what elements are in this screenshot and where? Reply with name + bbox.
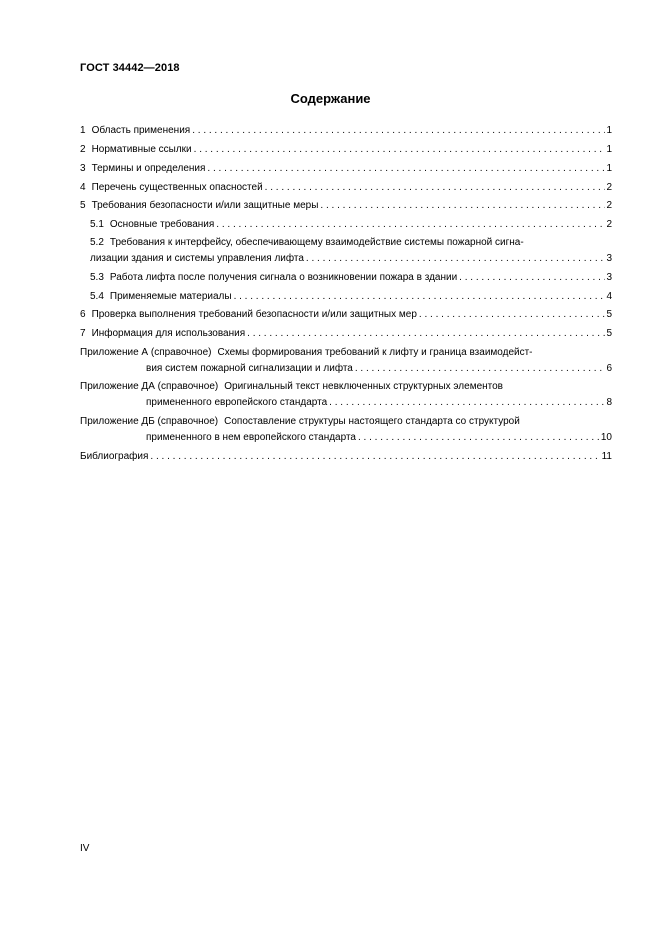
toc-leader-dots	[306, 253, 606, 265]
toc-entry-5-4[interactable]	[90, 291, 612, 303]
toc-entry-title: Применяемые материалы	[109, 291, 232, 302]
toc-leader-dots	[419, 309, 606, 321]
toc-entry-title: Нормативные ссылки	[91, 144, 192, 155]
toc-entry-title: Основные требования	[109, 219, 215, 230]
toc-leader-dots	[150, 451, 600, 463]
toc-entry-page: 1	[606, 144, 612, 155]
toc-entry-number: 5.1	[90, 219, 104, 230]
toc-entry-5-1[interactable]	[90, 219, 612, 231]
toc-appendix-da-first-line[interactable]	[80, 381, 503, 393]
toc-entry-number: 4	[80, 182, 86, 193]
toc-entry-5[interactable]	[80, 200, 612, 212]
toc-entry-page: 6	[606, 363, 612, 374]
toc-entry-7[interactable]	[80, 328, 612, 340]
toc-entry-1[interactable]	[80, 125, 612, 137]
toc-entry-page: 2	[606, 182, 612, 193]
toc-leader-dots	[234, 291, 606, 303]
toc-entry-5-3[interactable]	[90, 272, 612, 284]
toc-entry-page: 5	[606, 328, 612, 339]
toc-appendix-label: Приложение А (справочное)	[80, 347, 212, 358]
toc-entry-bibliography[interactable]	[80, 451, 612, 463]
toc-entry-page: 10	[600, 432, 612, 443]
toc-entry-number: 5.3	[90, 272, 104, 283]
toc-entry-5-2-first-line[interactable]	[90, 237, 524, 249]
toc-entry-title: Информация для использования	[91, 328, 246, 339]
toc-entry-title-line2: вия систем пожарной сигнализации и лифта	[146, 363, 353, 374]
toc-leader-dots	[192, 125, 605, 137]
toc-entry-number: 5	[80, 200, 86, 211]
toc-entry-number: 7	[80, 328, 86, 339]
toc-entry-2[interactable]	[80, 144, 612, 156]
toc-entry-page: 4	[606, 291, 612, 302]
toc-entry-6[interactable]	[80, 309, 612, 321]
toc-entry-page: 11	[601, 451, 612, 462]
toc-leader-dots	[265, 182, 606, 194]
toc-entry-number: 6	[80, 309, 86, 320]
page-number: IV	[80, 843, 90, 854]
toc-entry-title-line1: Схемы формирования требований к лифту и граница взаимодейст-	[217, 347, 533, 358]
toc-appendix-da[interactable]	[146, 397, 612, 409]
toc-leader-dots	[216, 219, 605, 231]
toc-entry-title: Проверка выполнения требований безопасности и/или защитных мер	[91, 309, 417, 320]
document-code: ГОСТ 34442—2018	[80, 62, 180, 74]
toc-entry-page: 1	[606, 163, 612, 174]
toc-entry-5-2[interactable]	[90, 253, 612, 265]
toc-entry-title-line2: примененного европейского стандарта	[146, 397, 328, 408]
toc-leader-dots	[329, 397, 605, 409]
toc-entry-title-line1: Сопоставление структуры настоящего стандарта со структурой	[224, 416, 520, 427]
toc-entry-title: Работа лифта после получения сигнала о возникновении пожара в здании	[109, 272, 458, 283]
toc-entry-number: 5.2	[90, 237, 104, 248]
toc-entry-number: 2	[80, 144, 86, 155]
toc-entry-page: 2	[606, 219, 612, 230]
toc-leader-dots	[247, 328, 605, 340]
toc-entry-title-line2: примененного в нем европейского стандарта	[146, 432, 356, 443]
toc-entry-page: 2	[606, 200, 612, 211]
toc-entry-title: Область применения	[91, 125, 191, 136]
toc-entry-title-line2: лизации здания и системы управления лифта	[90, 253, 304, 264]
toc-leader-dots	[207, 163, 605, 175]
toc-entry-page: 3	[606, 253, 612, 264]
toc-appendix-label: Приложение ДА (справочное)	[80, 381, 219, 392]
toc-entry-page: 8	[606, 397, 612, 408]
toc-leader-dots	[320, 200, 605, 212]
toc-entry-title: Требования безопасности и/или защитные меры	[91, 200, 319, 211]
toc-appendix-a[interactable]	[146, 363, 612, 375]
toc-leader-dots	[358, 432, 600, 444]
toc-entry-4[interactable]	[80, 182, 612, 194]
toc-entry-title-line1: Требования к интерфейсу, обеспечивающему взаимодействие системы пожарной сигна-	[109, 237, 524, 248]
toc-appendix-label: Приложение ДБ (справочное)	[80, 416, 219, 427]
toc-entry-title: Библиография	[80, 451, 149, 462]
toc-title: Содержание	[290, 91, 371, 106]
toc-appendix-db-first-line[interactable]	[80, 416, 520, 428]
toc-entry-3[interactable]	[80, 163, 612, 175]
toc-entry-number: 5.4	[90, 291, 104, 302]
toc-entry-title-line1: Оригинальный текст невключенных структурных элементов	[224, 381, 503, 392]
toc-appendix-db[interactable]	[146, 432, 612, 444]
toc-entry-page: 3	[606, 272, 612, 283]
toc-entry-title: Перечень существенных опасностей	[91, 182, 263, 193]
toc-appendix-a-first-line[interactable]	[80, 347, 533, 359]
toc-leader-dots	[194, 144, 606, 156]
toc-entry-page: 5	[606, 309, 612, 320]
toc-entry-title: Термины и определения	[91, 163, 206, 174]
toc-leader-dots	[355, 363, 606, 375]
toc-entry-number: 3	[80, 163, 86, 174]
toc-entry-number: 1	[80, 125, 86, 136]
toc-leader-dots	[459, 272, 605, 284]
toc-entry-page: 1	[606, 125, 612, 136]
